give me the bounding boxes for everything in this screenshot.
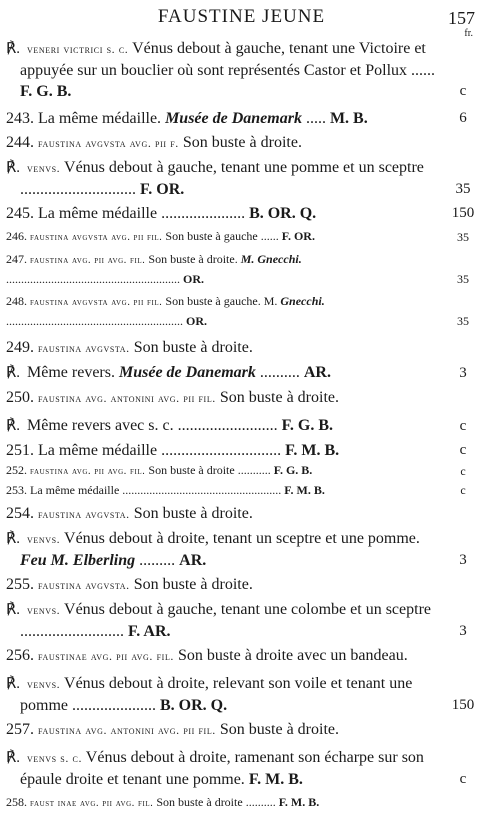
- reverse-mark: ℟.: [6, 41, 21, 57]
- entry-description: Son buste à droite: [148, 463, 235, 477]
- metal-size: F. G. B.: [273, 463, 313, 477]
- dot-leaders: ..........................................................: [6, 272, 180, 286]
- price: 35: [457, 314, 469, 328]
- entry-number: 256.: [6, 647, 34, 664]
- price: 35: [457, 272, 469, 286]
- collection-reference: Gnecchi.: [280, 294, 325, 308]
- metal-size: F. OR.: [281, 229, 315, 243]
- catalogue-entry: [6, 203, 476, 224]
- price: 150: [451, 205, 475, 221]
- catalogue-entry: [6, 793, 476, 813]
- catalogue-entry: [6, 599, 476, 642]
- entry-number: 258.: [6, 795, 27, 809]
- metal-size: B. OR. Q.: [249, 205, 317, 222]
- catalogue-entry: [6, 503, 476, 525]
- entry-number: 253.: [6, 483, 27, 497]
- catalogue-entry: [6, 250, 476, 289]
- entry-description: Son buste à droite.: [133, 505, 253, 522]
- collection-reference: Feu M. Elberling: [20, 552, 136, 569]
- page-number: 157: [448, 8, 475, 28]
- coin-legend: faustina avgvsta.: [38, 578, 130, 592]
- reverse-mark: ℟.: [6, 750, 21, 766]
- coin-legend: venvs.: [27, 603, 61, 617]
- price: c: [460, 464, 466, 478]
- catalogue-entry: [6, 574, 476, 596]
- dot-leaders: ..........................: [20, 623, 124, 640]
- metal-size: F. M. B.: [284, 483, 325, 497]
- collection-reference: M. Gnecchi.: [240, 252, 302, 266]
- coin-legend: faustinae avg. pii avg. fil.: [38, 649, 175, 663]
- catalogue-entry: [6, 387, 476, 409]
- coin-legend: faustina avg. pii avg. fil.: [30, 255, 146, 266]
- entry-number: 252.: [6, 463, 27, 477]
- entry-description: Même revers avec s. c.: [27, 417, 174, 434]
- entry-description: Son buste à droite avec un bandeau.: [178, 647, 408, 664]
- price: c: [459, 442, 467, 458]
- entry-description: Son buste à droite.: [133, 339, 253, 356]
- metal-size: AR.: [303, 364, 331, 381]
- reverse-mark: ℟.: [6, 160, 21, 176]
- price: 3: [459, 623, 467, 639]
- dot-leaders: .........................: [177, 417, 278, 434]
- dot-leaders: ......: [260, 229, 279, 243]
- reverse-mark: ℟.: [6, 365, 21, 381]
- coin-legend: faustina avgvsta avg. pii f.: [38, 136, 179, 150]
- dot-leaders: ..............................: [161, 442, 282, 459]
- coin-legend: venvs.: [27, 677, 61, 691]
- reverse-mark: ℟.: [6, 676, 21, 692]
- metal-size: F. G. B.: [20, 83, 72, 100]
- coin-legend: venvs s. c.: [27, 751, 83, 765]
- entry-description: La même médaille: [30, 483, 120, 497]
- metal-size: OR.: [186, 314, 207, 328]
- entry-number: 249.: [6, 339, 34, 356]
- coin-legend: venvs.: [27, 161, 61, 175]
- entry-description: Son buste à droite.: [148, 252, 238, 266]
- catalogue-entry: [6, 292, 476, 331]
- metal-size: F. M. B.: [248, 771, 303, 788]
- entry-description: La même médaille: [38, 205, 158, 222]
- catalogue-entry: [6, 227, 476, 247]
- coin-legend: faustina avgvsta.: [38, 341, 130, 355]
- price: 3: [459, 552, 467, 568]
- coin-legend: veneri victrici s. c.: [27, 42, 129, 56]
- entry-number: 257.: [6, 721, 34, 738]
- entry-description: Vénus debout à droite, relevant son voile et tenant une pomme: [20, 675, 413, 714]
- catalogue-entry: [6, 415, 476, 437]
- price: 35: [455, 181, 471, 197]
- entry-description: La même médaille.: [38, 110, 162, 127]
- dot-leaders: .............................: [20, 181, 136, 198]
- price: 3: [459, 365, 467, 381]
- catalogue-entry: [6, 440, 476, 461]
- collection-reference: Musée de Danemark: [118, 364, 256, 381]
- catalogue-entry: [6, 528, 476, 571]
- coin-legend: faustina avg. pii avg. fil.: [30, 466, 146, 477]
- dot-leaders: ...........: [237, 463, 271, 477]
- price-unit-label: fr.: [464, 28, 473, 39]
- catalogue-entry: [6, 645, 476, 667]
- price: 150: [451, 697, 475, 713]
- entry-description: Son buste à droite.: [182, 134, 302, 151]
- catalogue-entry: [6, 132, 476, 154]
- entry-number: 247.: [6, 252, 27, 266]
- metal-size: F. AR.: [128, 623, 171, 640]
- catalogue-entries: [6, 38, 476, 813]
- metal-size: F. M. B.: [278, 795, 320, 809]
- coin-legend: faustina avgvsta avg. pii fil.: [30, 232, 163, 243]
- coin-legend: faustina avgvsta.: [38, 507, 130, 521]
- metal-size: M. B.: [329, 110, 368, 127]
- catalogue-entry: [6, 337, 476, 359]
- collection-reference: Musée de Danemark: [165, 110, 302, 127]
- entry-number: 243.: [6, 110, 34, 127]
- dot-leaders: .....................: [161, 205, 246, 222]
- catalogue-entry: [6, 108, 476, 129]
- reverse-mark: ℟.: [6, 418, 21, 434]
- metal-size: B. OR. Q.: [160, 697, 228, 714]
- reverse-mark: ℟.: [6, 602, 21, 618]
- catalogue-entry: [6, 362, 476, 384]
- entry-description: Son buste à droite: [156, 795, 243, 809]
- price: 6: [459, 110, 467, 126]
- metal-size: F. OR.: [140, 181, 185, 198]
- dot-leaders: ..........: [245, 795, 276, 809]
- dot-leaders: .....: [305, 110, 326, 127]
- coin-legend: faustina avgvsta avg. pii fil.: [30, 297, 163, 308]
- entry-description: Son buste à droite.: [219, 389, 339, 406]
- metal-size: F. M. B.: [285, 442, 340, 459]
- entry-number: 254.: [6, 505, 34, 522]
- catalogue-entry: [6, 673, 476, 716]
- price: c: [459, 418, 467, 434]
- dot-leaders: ..........: [259, 364, 300, 381]
- page-header: [0, 4, 483, 40]
- catalogue-entry: [6, 38, 476, 102]
- coin-legend: faustina avg. antonini avg. pii fil.: [38, 391, 216, 405]
- catalogue-entry: [6, 747, 476, 790]
- catalogue-entry: [6, 157, 476, 200]
- entry-number: 251.: [6, 442, 34, 459]
- metal-size: AR.: [179, 552, 207, 569]
- entry-description: Son buste à gauche: [165, 229, 258, 243]
- entry-number: 248.: [6, 294, 27, 308]
- dot-leaders: .....................................................: [122, 483, 282, 497]
- dot-leaders: ...........................................................: [6, 314, 183, 328]
- metal-size: F. G. B.: [281, 417, 334, 434]
- coin-legend: venvs.: [27, 532, 61, 546]
- entry-description: Son buste à droite.: [219, 721, 339, 738]
- entry-description: Vénus debout à gauche, tenant une pomme et un sceptre: [64, 159, 424, 176]
- catalogue-entry: [6, 461, 476, 481]
- catalogue-entry: [6, 719, 476, 741]
- reverse-mark: ℟.: [6, 531, 21, 547]
- price: c: [460, 483, 466, 497]
- entry-number: 245.: [6, 205, 34, 222]
- entry-description: Même revers.: [27, 364, 115, 381]
- entry-number: 250.: [6, 389, 34, 406]
- metal-size: OR.: [183, 272, 204, 286]
- entry-number: 246.: [6, 229, 27, 243]
- coin-legend: faustina avg. antonini avg. pii fil.: [38, 723, 216, 737]
- entry-description: Vénus debout à droite, tenant un sceptre et une pomme.: [64, 530, 420, 547]
- coin-legend: faust inae avg. pii avg. fil.: [30, 798, 154, 809]
- dot-leaders: .....................: [72, 697, 156, 714]
- entry-description: Vénus debout à gauche, tenant une Victoire et appuyée sur un bouclier où sont représentés Castor et Pollux: [20, 40, 426, 79]
- price: c: [459, 83, 467, 99]
- entry-number: 244.: [6, 134, 34, 151]
- entry-number: 255.: [6, 576, 34, 593]
- price: 35: [457, 230, 469, 244]
- running-title: FAUSTINE JEUNE: [157, 6, 326, 27]
- entry-description: Son buste à gauche. M.: [165, 294, 278, 308]
- dot-leaders: .........: [139, 552, 176, 569]
- entry-description: Vénus debout à droite, ramenant son écharpe sur son épaule droite et tenant une pomme.: [20, 749, 424, 788]
- price: c: [459, 771, 467, 787]
- catalogue-entry: [6, 481, 476, 500]
- entry-description: Vénus debout à gauche, tenant une colombe et un sceptre: [64, 601, 431, 618]
- dot-leaders: ......: [411, 62, 436, 79]
- entry-description: La même médaille: [38, 442, 158, 459]
- entry-description: Son buste à droite.: [133, 576, 253, 593]
